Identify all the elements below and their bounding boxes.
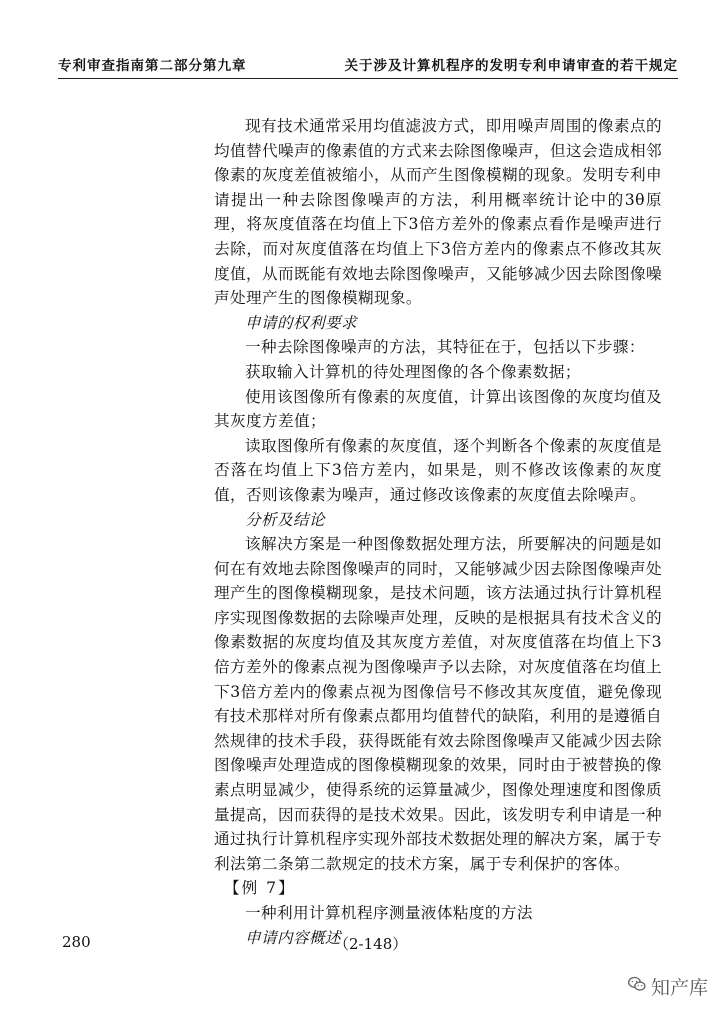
- example-label: 【例 7】: [224, 879, 296, 898]
- header-chapter-title: 专利审查指南第二部分第九章: [58, 58, 247, 74]
- prior-art-paragraph: 现有技术通常采用均值滤波方式，即用噪声周围的像素点的均值替代噪声的像素值的方式来去除图像噪声，但这会造成相邻像素的灰度差值被缩小，从而产生图像模糊的现象。发明专利申请提出一种去除图像噪声的方法，利用概率统计论中的3θ原理，将灰度值落在均值上下3倍方差外的像素点看作是噪声进行去除，而对灰度值落在均值上下3倍方差内的像素点不修改其灰度值，从而既能有效地去除图像噪声，又能够减少因去除图像噪声处理产生的图像模糊现象。: [214, 117, 662, 308]
- page-header: [58, 50, 678, 79]
- claim-intro: 一种去除图像噪声的方法，其特征在于，包括以下步骤：: [245, 338, 645, 357]
- watermark: [627, 973, 708, 1000]
- header-section-title: 关于涉及计算机程序的发明专利申请审查的若干规定: [344, 58, 678, 74]
- page-number: 280: [62, 933, 91, 951]
- claims-heading: 申请的权利要求: [245, 313, 357, 332]
- summary-heading: 申请内容概述: [245, 928, 341, 947]
- wechat-icon: [627, 974, 647, 999]
- analysis-paragraph: 该解决方案是一种图像数据处理方法，所要解决的问题是如何在有效地去除图像噪声的同时，又能够减少因去除图像噪声处理产生的图像模糊现象，是技术问题，该方法通过执行计算机程序实现图像数据的去除噪声处理，反映的是根据具有技术含义的像素数据的灰度均值及其灰度方差值，对灰度值落在均值上下3倍方差外的像素点视为图像噪声予以去除，对灰度值落在均值上下3倍方差内的像素点视为图像信号不修改其灰度值，避免像现有技术那样对所有像素点都用均值替代的缺陷，利用的是遵循自然规律的技术手段，获得既能有效去除图像噪声又能减少因去除图像噪声处理造成的图像模糊现象的效果，同时由于被替换的像素点明显减少，使得系统的运算量减少，图像处理速度和图像质量提高，因而获得的是技术效果。因此，该发明专利申请是一种通过执行计算机程序实现外部技术数据处理的解决方案，属于专利法第二条第二款规定的技术方案，属于专利保护的客体。: [214, 535, 662, 873]
- example-title: 一种利用计算机程序测量液体粘度的方法: [245, 904, 533, 922]
- page-body: [214, 114, 662, 950]
- claim-step-compute: 使用该图像所有像素的灰度值，计算出该图像的灰度均值及其灰度方差值；: [214, 387, 662, 431]
- claim-step-judge: 读取图像所有像素的灰度值，逐个判断各个像素的灰度值是否落在均值上下3倍方差内，如果是，则不修改该像素的灰度值，否则该像素为噪声，通过修改该像素的灰度值去除噪声。: [214, 436, 662, 504]
- watermark-text: 知产库: [650, 977, 708, 999]
- claim-step-acquire: 获取输入计算机的待处理图像的各个像素数据；: [245, 362, 581, 381]
- analysis-heading: 分析及结论: [245, 510, 325, 529]
- page-reference: （2-148）: [334, 935, 408, 953]
